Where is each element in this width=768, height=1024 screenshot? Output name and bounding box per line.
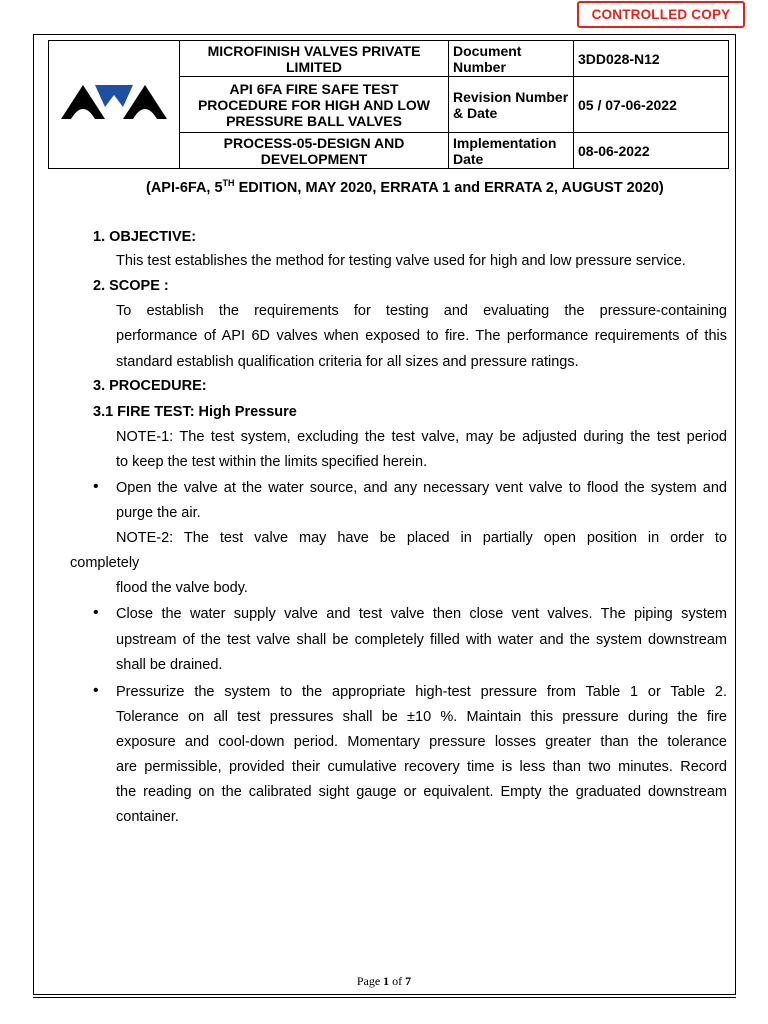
bullet3-line: Pressurize the system to the appropriate high-test pressure from Table 1 or Table 2. [116,684,727,700]
implementation-value: 08-06-2022 [574,133,729,169]
company-name: MICROFINISH VALVES PRIVATE LIMITED [180,41,449,77]
bullet3-line: Tolerance on all test pressures shall be ±10 %. Maintain this pressure during the fire [116,709,727,725]
scope-heading: 2. SCOPE : [93,278,169,294]
revision-label: Revision Number & Date [449,77,574,133]
bullet1-line: Open the valve at the water source, and any necessary vent valve to flood the system and [116,480,727,496]
bullet2-line: upstream of the test valve shall be completely filled with water and the system downstream [116,632,727,648]
document-number-label: Document Number [449,41,574,77]
bullet1-line: purge the air. [116,505,201,521]
objective-heading: 1. OBJECTIVE: [93,229,197,245]
page-of-label: of [389,974,406,988]
page-label: Page [356,974,384,988]
edition-line [146,178,664,196]
page-footer [0,974,768,989]
objective-text: This test establishes the method for testing valve used for high and low pressure service. [116,253,686,269]
scope-line: performance of API 6D valves when exposed to fire. The performance requirements of this [116,328,727,344]
scope-line: To establish the requirements for testing and evaluating the pressure-containing [116,303,727,319]
edition-sup: TH [222,178,235,188]
bullet2-line: shall be drained. [116,657,223,673]
page-total: 7 [405,974,412,988]
note2-line: NOTE-2: The test valve may have be placed in partially open position in order to [116,530,727,546]
page-number: 1 [383,974,390,988]
bullet2-line: Close the water supply valve and test valve then close vent valves. The piping system [116,606,727,622]
fire-test-heading: 3.1 FIRE TEST: High Pressure [93,404,297,420]
stamp-text: CONTROLLED COPY [591,7,731,22]
bullet3-line: are permissible, provided their cumulative recovery time is less than two minutes. Record [116,759,727,775]
document-number-value: 3DD028-N12 [574,41,729,77]
edition-post: EDITION, MAY 2020, ERRATA 1 and ERRATA 2, AUGUST 2020) [234,179,664,196]
procedure-title: API 6FA FIRE SAFE TEST PROCEDURE FOR HIGH AND LOW PRESSURE BALL VALVES [180,77,449,133]
document-header-table [48,40,729,169]
bullet-icon: • [93,604,99,621]
revision-value: 05 / 07-06-2022 [574,77,729,133]
note1-line: to keep the test within the limits specified herein. [116,454,428,470]
note1-line: NOTE-1: The test system, excluding the test valve, may be adjusted during the test period [116,429,727,445]
bullet-icon: • [93,682,99,699]
bullet-icon: • [93,478,99,495]
implementation-label: Implementation Date [449,133,574,169]
bullet3-line: the reading on the calibrated sight gauge or equivalent. Empty the graduated downstream [116,784,727,800]
note2-line: completely [70,555,140,571]
bullet3-line: container. [116,809,179,825]
bullet3-line: exposure and cool-down period. Momentary pressure losses greater than the tolerance [116,734,727,750]
page-frame-bottom-rule [33,997,736,998]
scope-line: standard establish qualification criteria for all sizes and pressure ratings. [116,354,579,370]
controlled-copy-stamp [577,1,745,28]
edition-pre: (API-6FA, 5 [146,179,223,196]
mvpl-logo-icon [59,79,169,127]
note2-line: flood the valve body. [116,580,248,596]
process-title: PROCESS-05-DESIGN AND DEVELOPMENT [180,133,449,169]
company-logo [49,41,180,169]
procedure-heading: 3. PROCEDURE: [93,378,207,394]
